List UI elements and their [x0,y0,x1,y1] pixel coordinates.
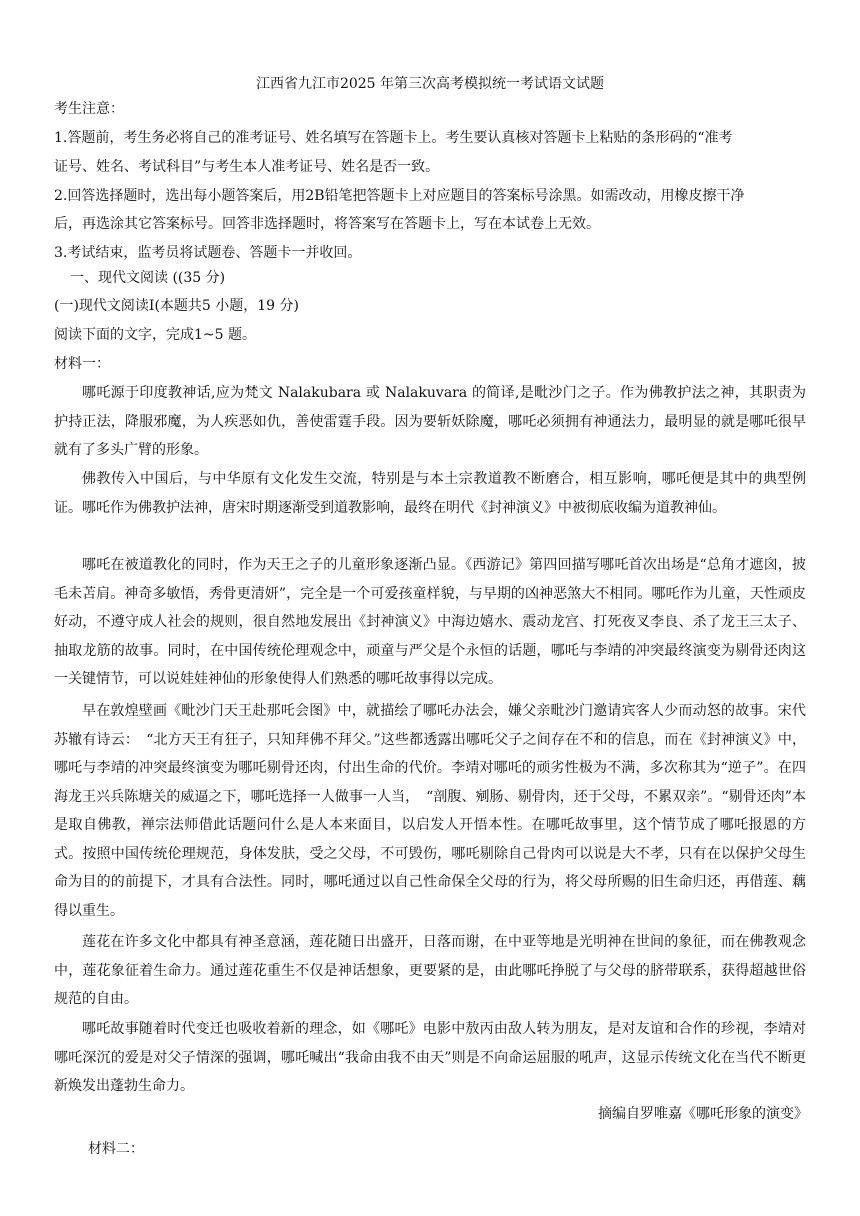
paragraph-5: 莲花在许多文化中都具有神圣意涵，莲花随日出盛开，日落而谢，在中亚等地是光明神在世间的象征，而在佛教观念中，莲花象征着生命力。通过莲花重生不仅是神话想象，更要紧的是，由此哪吒挣脱了与父母的脐带联系，获得超越世俗规范的自由。 [54,934,806,1007]
subsection-heading: (一)现代文阅读Ⅰ(本题共5 小题，19 分) [54,298,299,314]
material-2-label: 材料二： [88,1141,144,1157]
paragraph-3: 哪吒在被道教化的同时，作为天王之子的儿童形象逐渐凸显。《西游记》第四回描写哪吒首次出场是“总角才遮囟，披毛未苫肩。神奇多敏悟，秀骨更清妍”，完全是一个可爱孩童样貌，与早期的凶神恶煞大不相同。哪吒作为儿童，天性顽皮好动，不遵守成人社会的规则，很自然地发展出《封神演义》中海边嬉水、震动龙宫、打死夜叉李良、杀了龙王三太子、抽取龙筋的故事。同时，在中国传统伦理观念中，顽童与严父是个永恒的话题，哪吒与李靖的冲突最终演变为剔骨还肉这一关键情节，可以说娃娃神仙的形象使得人们熟悉的哪吒故事得以完成。 [54,557,806,687]
paragraph-2: 佛教传入中国后，与中华原有文化发生交流，特别是与本土宗教道教不断磨合，相互影响，哪吒便是其中的典型例证。哪吒作为佛教护法神，唐宋时期逐渐受到道教影响，最终在明代《封神演义》中被彻底收编为道教神仙。 [54,471,806,516]
notice-heading: 考生注意： [54,101,124,117]
notice-item-2-line-2: 后，再选涂其它答案标号。回答非选择题时，将答案写在答题卡上，写在本试卷上无效。 [54,216,600,232]
notice-item-1-line-2: 证号、姓名、考试科目”与考生本人准考证号、姓名是否一致。 [54,159,440,175]
paragraph-6: 哪吒故事随着时代变迁也吸收着新的理念，如《哪吒》电影中敖丙由敌人转为朋友，是对友谊和合作的珍视，李靖对哪吒深沉的爱是对父子情深的强调，哪吒喊出“我命由我不由天”则是不向命运屈服的吼声，这显示传统文化在当代不断更新焕发出蓬勃生命力。 [54,1021,806,1094]
notice-item-3: 3.考试结束，监考员将试题卷、答题卡一并收回。 [54,245,362,261]
paragraph-4: 早在敦煌壁画《毗沙门天王赴那吒会图》中，就描绘了哪吒办法会，嫌父亲毗沙门邀请宾客人少而动怒的故事。宋代苏辙有诗云： “北方天王有狂子，只知拜佛不拜父。”这些都透露出哪吒父子之间存在不和的信息，而在《封神演义》中，哪吒与李靖的冲突最终演变为哪吒剔骨还肉，付出生命的代价。李靖对哪吒的顽劣性极为不满，多次称其为“逆子”。在四海龙王兴兵陈塘关的威逼之下，哪吒选择一人做事一人当， “剖腹、剜肠、剔骨肉，还于父母，不累双亲”。“剔骨还肉”本是取自佛教，禅宗法师借此话题问什么是人本来面目，以启发人开悟本性。在哪吒故事里，这个情节成了哪吒报恩的方式。按照中国传统伦理规范，身体发肤，受之父母，不可毁伤，哪吒剔除自己骨肉可以说是大不孝，只有在以保护父母生命为目的的前提下，才具有合法性。同时，哪吒通过以自己性命保全父母的行为，将父母所赐的旧生命归还，再借莲、藕得以重生。 [54,703,806,919]
notice-item-1-line-1: 1.答题前，考生务必将自己的准考证号、姓名填写在答题卡上。考生要认真核对答题卡上粘贴的条形码的“准考 [54,130,733,146]
material-1-label: 材料一： [54,356,110,372]
paragraph-1: 哪吒源于印度教神话,应为梵文 Nalakubara 或 Nalakuvara 的简译,是毗沙门之子。作为佛教护法之神，其职责为护持正法，降服邪魔，为人疾恶如仇，善使雷霆手段。因为要斩妖除魔，哪吒必须拥有神通法力，最明显的就是哪吒很早就有了多头广臂的形象。 [54,385,806,458]
exam-title: 江西省九江市2025 年第三次高考模拟统一考试语文试题 [255,76,605,92]
reading-instruction: 阅读下面的文字，完成1~5 题。 [54,327,256,343]
source-citation: 摘编自罗唯嘉《哪吒形象的演变》 [598,1106,808,1122]
notice-item-2-line-1: 2.回答选择题时，选出每小题答案后，用2B铅笔把答题卡上对应题目的答案标号涂黑。如需改动，用橡皮擦干净 [54,188,745,204]
section-heading: 一、现代文阅读 ((35 分) [70,270,226,286]
